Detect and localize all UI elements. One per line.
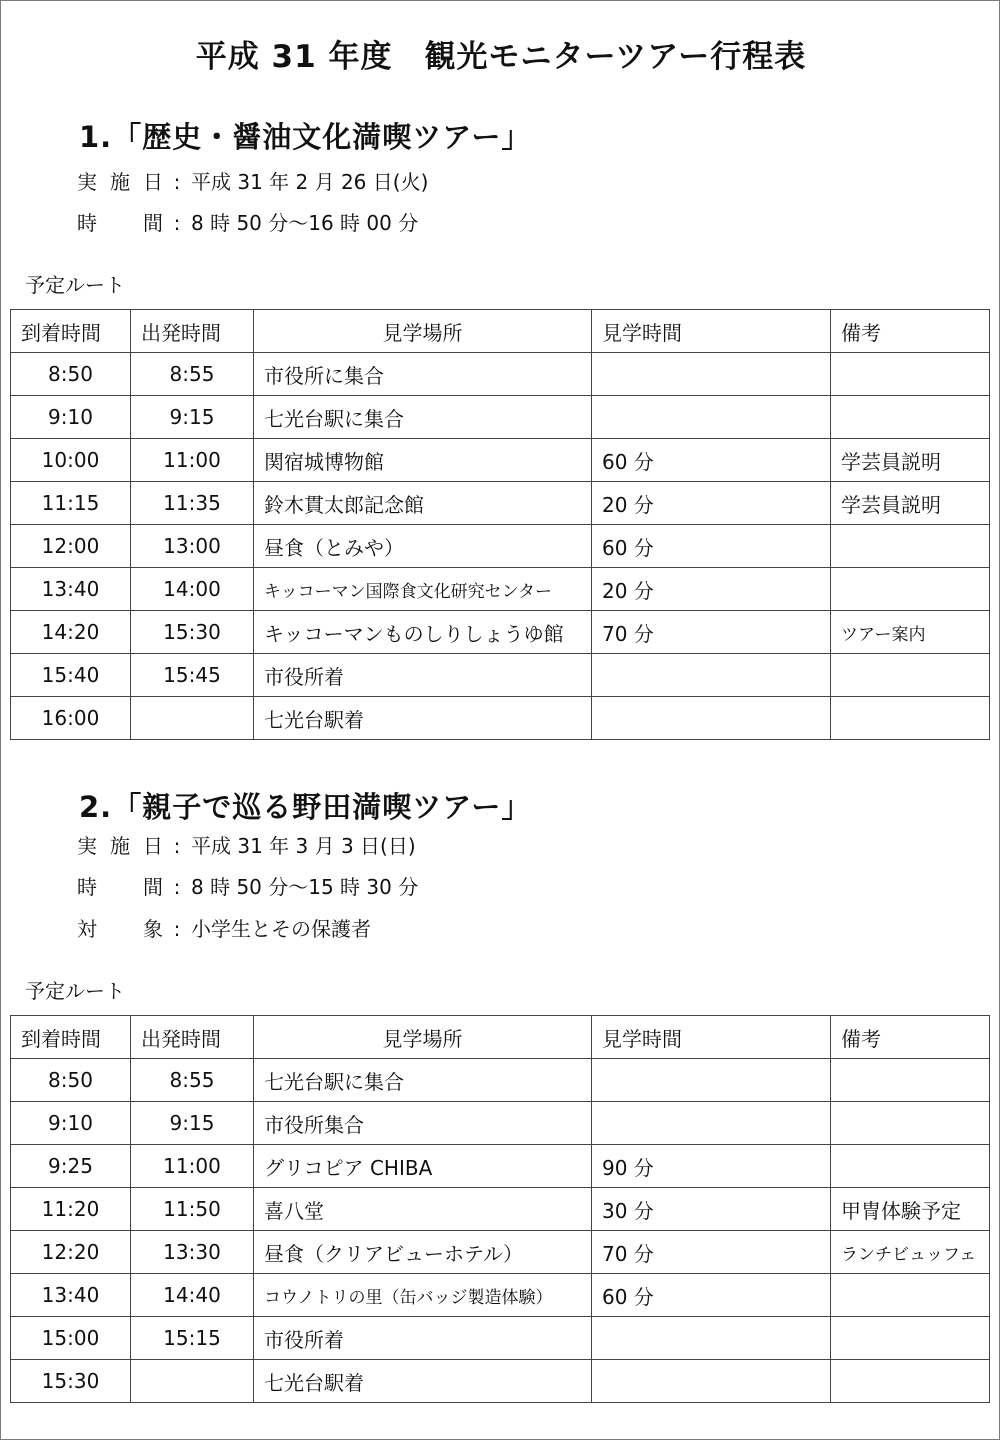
tour-2-time-row: [77, 872, 418, 902]
duration-cell: 60 分: [592, 1274, 831, 1317]
place-cell: 七光台駅に集合: [254, 396, 592, 439]
note-cell: [831, 697, 990, 740]
departure-cell: 9:15: [131, 1102, 254, 1145]
place-cell: 七光台駅着: [254, 697, 592, 740]
note-cell: [831, 568, 990, 611]
note-cell: 甲冑体験予定: [831, 1188, 990, 1231]
duration-cell: 60 分: [592, 525, 831, 568]
arrival-cell: 9:10: [11, 396, 131, 439]
place-cell: 市役所着: [254, 1317, 592, 1360]
note-cell: [831, 1102, 990, 1145]
note-cell: [831, 353, 990, 396]
table-row: [11, 1188, 990, 1231]
table-row: [11, 353, 990, 396]
place-cell: 関宿城博物館: [254, 439, 592, 482]
tour-2-heading: 2.「親子で巡る野田満喫ツアー」: [79, 790, 532, 824]
info-value: 8 時 50 分～16 時 00 分: [191, 211, 419, 235]
info-label: 時間: [77, 875, 163, 899]
table-row: [11, 697, 990, 740]
header-note: 備考: [831, 310, 990, 353]
header-duration: 見学時間: [592, 1016, 831, 1059]
table-row: [11, 611, 990, 654]
note-cell: [831, 654, 990, 697]
tour-1-date-row: [77, 167, 428, 197]
place-cell: 昼食（とみや）: [254, 525, 592, 568]
place-cell: 市役所に集合: [254, 353, 592, 396]
table-row: [11, 439, 990, 482]
header-arrival: 到着時間: [11, 310, 131, 353]
departure-cell: 14:40: [131, 1274, 254, 1317]
arrival-cell: 13:40: [11, 1274, 131, 1317]
arrival-cell: 15:00: [11, 1317, 131, 1360]
header-note: 備考: [831, 1016, 990, 1059]
table-row: [11, 1317, 990, 1360]
note-cell: 学芸員説明: [831, 439, 990, 482]
departure-cell: [131, 697, 254, 740]
arrival-cell: 8:50: [11, 353, 131, 396]
table-header-row: [11, 1016, 990, 1059]
table-row: [11, 568, 990, 611]
note-cell: [831, 1145, 990, 1188]
duration-cell: [592, 396, 831, 439]
table-row: [11, 525, 990, 568]
note-cell: ツアー案内: [831, 611, 990, 654]
arrival-cell: 12:00: [11, 525, 131, 568]
duration-cell: 70 分: [592, 611, 831, 654]
place-cell: キッコーマンものしりしょうゆ館: [254, 611, 592, 654]
header-departure: 出発時間: [131, 1016, 254, 1059]
tour-2-date-row: [77, 831, 416, 861]
tour-1-route-table: [10, 309, 990, 740]
place-cell: コウノトリの里（缶バッジ製造体験）: [254, 1274, 592, 1317]
departure-cell: 13:00: [131, 525, 254, 568]
document-title: 平成 31 年度 観光モニターツアー行程表: [195, 39, 807, 75]
arrival-cell: 16:00: [11, 697, 131, 740]
info-value: 平成 31 年 2 月 26 日(火): [191, 170, 429, 194]
place-cell: 昼食（クリアビューホテル）: [254, 1231, 592, 1274]
departure-cell: 13:30: [131, 1231, 254, 1274]
duration-cell: [592, 654, 831, 697]
arrival-cell: 8:50: [11, 1059, 131, 1102]
departure-cell: 11:50: [131, 1188, 254, 1231]
arrival-cell: 15:40: [11, 654, 131, 697]
table-row: [11, 1274, 990, 1317]
note-cell: [831, 525, 990, 568]
place-cell: 市役所着: [254, 654, 592, 697]
duration-cell: [592, 1102, 831, 1145]
arrival-cell: 11:20: [11, 1188, 131, 1231]
place-cell: グリコピア CHIBA: [254, 1145, 592, 1188]
table-row: [11, 1059, 990, 1102]
place-cell: 市役所集合: [254, 1102, 592, 1145]
table-row: [11, 1145, 990, 1188]
info-value: 8 時 50 分～15 時 30 分: [191, 875, 419, 899]
duration-cell: 20 分: [592, 568, 831, 611]
duration-cell: [592, 1059, 831, 1102]
info-value: 平成 31 年 3 月 3 日(日): [191, 834, 416, 858]
arrival-cell: 10:00: [11, 439, 131, 482]
tour-2-target-row: [77, 914, 371, 944]
duration-cell: 70 分: [592, 1231, 831, 1274]
departure-cell: 15:45: [131, 654, 254, 697]
departure-cell: 11:00: [131, 439, 254, 482]
departure-cell: [131, 1360, 254, 1403]
table-row: [11, 396, 990, 439]
tour-2-route-table: [10, 1015, 990, 1403]
arrival-cell: 13:40: [11, 568, 131, 611]
arrival-cell: 14:20: [11, 611, 131, 654]
note-cell: ランチビュッフェ: [831, 1231, 990, 1274]
note-cell: [831, 1317, 990, 1360]
duration-cell: 90 分: [592, 1145, 831, 1188]
note-cell: 学芸員説明: [831, 482, 990, 525]
duration-cell: [592, 697, 831, 740]
departure-cell: 14:00: [131, 568, 254, 611]
table-header-row: [11, 310, 990, 353]
duration-cell: [592, 1360, 831, 1403]
place-cell: 鈴木貫太郎記念館: [254, 482, 592, 525]
table-row: [11, 654, 990, 697]
info-separator: :: [173, 170, 181, 194]
departure-cell: 15:30: [131, 611, 254, 654]
note-cell: [831, 1059, 990, 1102]
departure-cell: 9:15: [131, 396, 254, 439]
header-place: 見学場所: [254, 1016, 592, 1059]
departure-cell: 15:15: [131, 1317, 254, 1360]
info-label: 対象: [77, 917, 163, 941]
place-cell: 七光台駅着: [254, 1360, 592, 1403]
duration-cell: 60 分: [592, 439, 831, 482]
info-separator: :: [173, 834, 181, 858]
arrival-cell: 12:20: [11, 1231, 131, 1274]
place-cell: 七光台駅に集合: [254, 1059, 592, 1102]
duration-cell: [592, 353, 831, 396]
header-arrival: 到着時間: [11, 1016, 131, 1059]
tour-1-route-label: 予定ルート: [25, 273, 125, 297]
duration-cell: 20 分: [592, 482, 831, 525]
info-label: 時間: [77, 211, 163, 235]
table-row: [11, 1102, 990, 1145]
info-separator: :: [173, 211, 181, 235]
note-cell: [831, 396, 990, 439]
info-value: 小学生とその保護者: [191, 917, 371, 941]
tour-1-time-row: [77, 208, 418, 238]
table-row: [11, 1231, 990, 1274]
info-label: 実施日: [77, 170, 163, 194]
place-cell: 喜八堂: [254, 1188, 592, 1231]
departure-cell: 8:55: [131, 353, 254, 396]
table-row: [11, 1360, 990, 1403]
tour-1-heading: 1.「歴史・醤油文化満喫ツアー」: [79, 120, 532, 154]
arrival-cell: 15:30: [11, 1360, 131, 1403]
departure-cell: 11:35: [131, 482, 254, 525]
header-place: 見学場所: [254, 310, 592, 353]
info-separator: :: [173, 917, 181, 941]
arrival-cell: 9:25: [11, 1145, 131, 1188]
departure-cell: 8:55: [131, 1059, 254, 1102]
table-row: [11, 482, 990, 525]
header-departure: 出発時間: [131, 310, 254, 353]
note-cell: [831, 1360, 990, 1403]
note-cell: [831, 1274, 990, 1317]
duration-cell: [592, 1317, 831, 1360]
tour-2-route-label: 予定ルート: [25, 979, 125, 1003]
place-cell: キッコーマン国際食文化研究センター: [254, 568, 592, 611]
duration-cell: 30 分: [592, 1188, 831, 1231]
info-label: 実施日: [77, 834, 163, 858]
header-duration: 見学時間: [592, 310, 831, 353]
arrival-cell: 11:15: [11, 482, 131, 525]
departure-cell: 11:00: [131, 1145, 254, 1188]
info-separator: :: [173, 875, 181, 899]
arrival-cell: 9:10: [11, 1102, 131, 1145]
